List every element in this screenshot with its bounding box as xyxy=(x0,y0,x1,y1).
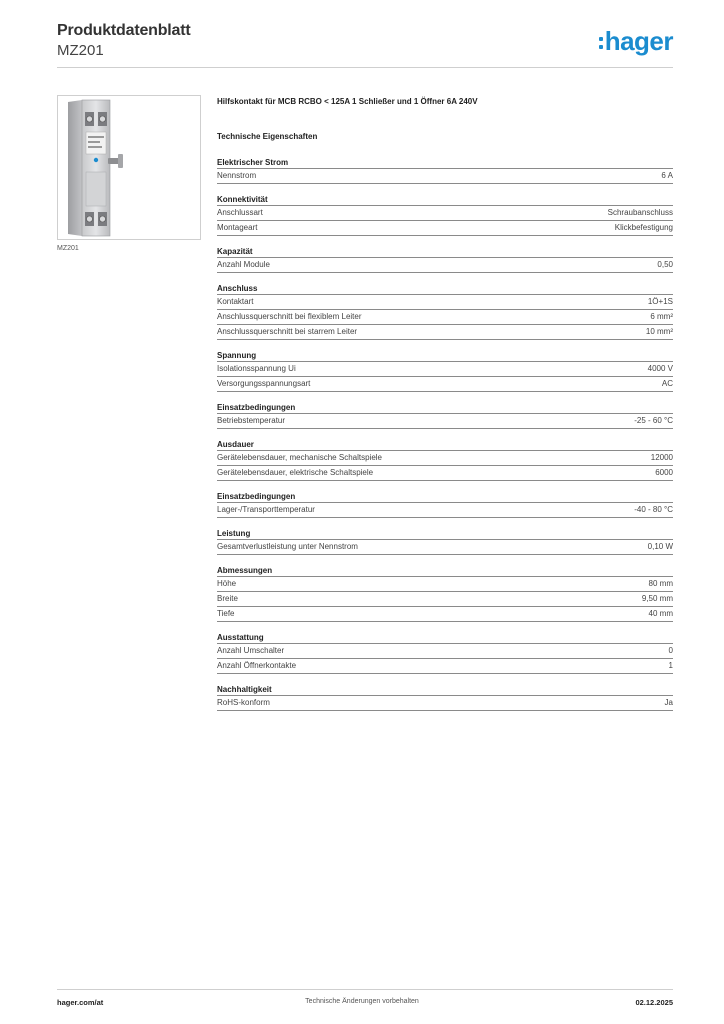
spec-label: Tiefe xyxy=(217,609,235,618)
header-divider xyxy=(57,67,673,68)
spec-label: Anzahl Umschalter xyxy=(217,646,285,655)
spec-value: 1Ö+1S xyxy=(647,297,673,306)
image-caption: MZ201 xyxy=(57,245,79,252)
spec-value: AC xyxy=(661,379,673,388)
spec-row xyxy=(217,414,673,429)
spec-row xyxy=(217,377,673,392)
spec-label: Anzahl Module xyxy=(217,260,270,269)
hager-logo xyxy=(599,26,673,56)
section-title: Kapazität xyxy=(217,245,673,258)
spec-row xyxy=(217,696,673,711)
spec-section xyxy=(217,401,673,429)
spec-value: -40 - 80 °C xyxy=(634,505,673,514)
page-header xyxy=(57,22,673,70)
spec-row xyxy=(217,221,673,236)
section-title: Ausdauer xyxy=(217,438,673,451)
spec-value: 80 mm xyxy=(648,579,673,588)
section-title: Spannung xyxy=(217,349,673,362)
spec-section xyxy=(217,156,673,184)
spec-row xyxy=(217,362,673,377)
spec-value: Klickbefestigung xyxy=(614,223,673,232)
spec-value: Schraubanschluss xyxy=(607,208,673,217)
spec-section xyxy=(217,193,673,236)
spec-value: 0 xyxy=(668,646,673,655)
spec-label: Anschlussquerschnitt bei flexiblem Leiter xyxy=(217,312,362,321)
spec-value: 6000 xyxy=(655,468,673,477)
spec-value: 1 xyxy=(668,661,673,670)
spec-label: Gerätelebensdauer, elektrische Schaltspiele xyxy=(217,468,374,477)
footer-website: hager.com/at xyxy=(57,998,104,1007)
spec-row xyxy=(217,607,673,622)
spec-row xyxy=(217,540,673,555)
document-title: Produktdatenblatt xyxy=(57,22,191,39)
spec-section xyxy=(217,490,673,518)
spec-label: Versorgungsspannungsart xyxy=(217,379,311,388)
spec-label: Gerätelebensdauer, mechanische Schaltspiele xyxy=(217,453,382,462)
spec-row xyxy=(217,644,673,659)
spec-row xyxy=(217,503,673,518)
footer-divider xyxy=(57,989,673,990)
section-title: Konnektivität xyxy=(217,193,673,206)
spec-value: 9,50 mm xyxy=(641,594,673,603)
spec-label: Anschlussart xyxy=(217,208,263,217)
spec-section xyxy=(217,564,673,622)
spec-row xyxy=(217,169,673,184)
circuit-breaker-auxiliary-contact-icon xyxy=(58,96,200,239)
spec-label: Montageart xyxy=(217,223,258,232)
technical-properties-heading: Technische Eigenschaften xyxy=(217,132,318,141)
document-subtitle: MZ201 xyxy=(57,42,104,59)
spec-content xyxy=(217,95,673,720)
spec-label: Betriebstemperatur xyxy=(217,416,286,425)
spec-value: 6 mm² xyxy=(650,312,673,321)
spec-label: Höhe xyxy=(217,579,237,588)
spec-row xyxy=(217,659,673,674)
spec-value: -25 - 60 °C xyxy=(634,416,673,425)
section-title: Anschluss xyxy=(217,282,673,295)
spec-label: Gesamtverlustleistung unter Nennstrom xyxy=(217,542,358,551)
spec-section xyxy=(217,282,673,340)
spec-section xyxy=(217,683,673,711)
spec-section xyxy=(217,527,673,555)
spec-value: Ja xyxy=(664,698,673,707)
spec-row xyxy=(217,466,673,481)
spec-section xyxy=(217,438,673,481)
spec-label: Lager-/Transporttemperatur xyxy=(217,505,315,514)
spec-row xyxy=(217,295,673,310)
spec-value: 4000 V xyxy=(647,364,673,373)
spec-row xyxy=(217,206,673,221)
footer-date: 02.12.2025 xyxy=(635,998,673,1007)
spec-row xyxy=(217,592,673,607)
spec-value: 0,10 W xyxy=(647,542,673,551)
spec-value: 10 mm² xyxy=(645,327,673,336)
section-title: Einsatzbedingungen xyxy=(217,401,673,414)
section-title: Nachhaltigkeit xyxy=(217,683,673,696)
product-description: Hilfskontakt für MCB RCBO < 125A 1 Schließer und 1 Öffner 6A 240V xyxy=(217,97,478,106)
logo-dots-icon xyxy=(599,37,603,49)
section-title: Abmessungen xyxy=(217,564,673,577)
spec-label: Isolationsspannung Ui xyxy=(217,364,296,373)
logo-wordmark: hager xyxy=(604,26,673,56)
footer-notice: Technische Änderungen vorbehalten xyxy=(305,998,419,1005)
spec-value: 40 mm xyxy=(648,609,673,618)
spec-label: Nennstrom xyxy=(217,171,257,180)
spec-row xyxy=(217,577,673,592)
spec-label: Breite xyxy=(217,594,238,603)
section-title: Ausstattung xyxy=(217,631,673,644)
spec-sections xyxy=(217,156,673,711)
section-title: Einsatzbedingungen xyxy=(217,490,673,503)
section-title: Elektrischer Strom xyxy=(217,156,673,169)
spec-row xyxy=(217,310,673,325)
spec-label: Anschlussquerschnitt bei starrem Leiter xyxy=(217,327,358,336)
spec-row xyxy=(217,258,673,273)
spec-row xyxy=(217,325,673,340)
spec-section xyxy=(217,631,673,674)
spec-row xyxy=(217,451,673,466)
spec-section xyxy=(217,245,673,273)
spec-value: 6 A xyxy=(661,171,673,180)
spec-section xyxy=(217,349,673,392)
spec-value: 12000 xyxy=(650,453,673,462)
spec-value: 0,50 xyxy=(657,260,673,269)
section-title: Leistung xyxy=(217,527,673,540)
spec-label: RoHS-konform xyxy=(217,698,270,707)
spec-label: Kontaktart xyxy=(217,297,254,306)
product-image xyxy=(57,95,201,240)
spec-label: Anzahl Öffnerkontakte xyxy=(217,661,297,670)
